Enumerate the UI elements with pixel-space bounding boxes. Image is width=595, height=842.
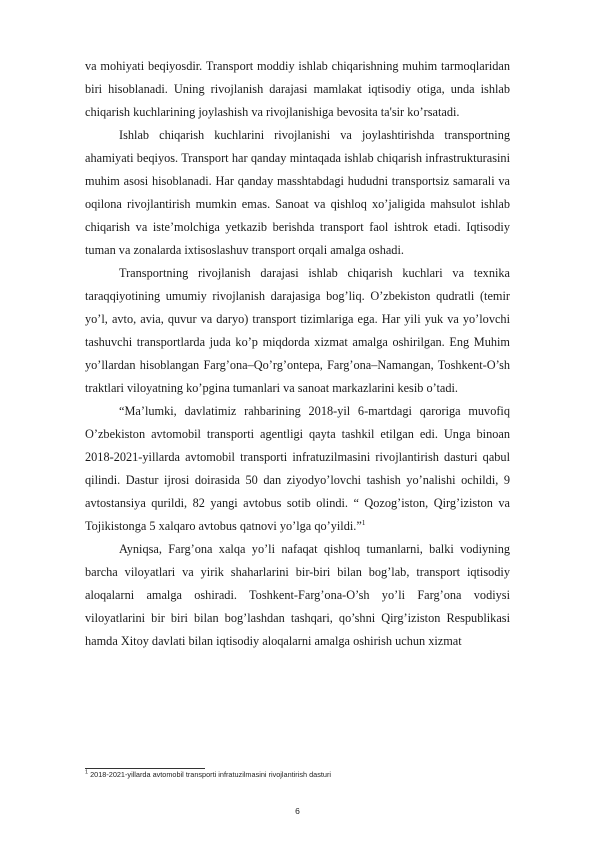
paragraph-3: Transportning rivojlanish darajasi ishlab chiqarish kuchlari va texnika taraqqiyotining umumiy rivojlanish darajasiga bog’liq. O’zbekiston qudratli (temir yo’l, avto, avia, quvur va daryo) transport tizimlariga ega. Har yili yuk va yo’lovchi tashuvchi transportlarda juda ko’p miqdorda xizmat amalga oshirilgan. Eng Muhim yo’llardan hisoblangan Farg’ona–Qo’rg’ontepa, Farg’ona–Namangan, Toshkent-O’sh traktlari viloyatning ko’pgina tumanlari va sanoat markazlarini kesib o’tadi.	[85, 266, 510, 395]
footnote-reference[interactable]: 1	[361, 517, 366, 527]
page-number: 6	[295, 806, 300, 816]
paragraph-1: va mohiyati beqiyosdir. Transport moddiy ishlab chiqarishning muhim tarmoqlaridan biri hisoblanadi. Uning rivojlanish darajasi mamlakat iqtisodiy otiga, unda ishlab chiqarish kuchlarining joylashish va rivojlanishiga bevosita ta'sir ko’rsatadi.	[85, 59, 510, 119]
footnote-marker: 1	[85, 769, 89, 776]
document-body	[85, 55, 510, 653]
paragraph-4	[85, 400, 510, 538]
footnote-separator	[85, 768, 205, 769]
paragraph-4-text: “Ma’lumki, davlatimiz rahbarining 2018-yil 6-martdagi qaroriga muvofiq O’zbekiston avtomobil transporti agentligi qayta tashkil etilgan edi. Unga binoan 2018-2021-yillarda avtomobil transporti infratuzilmasini rivojlantirish dasturi qabul qilindi. Dastur ijrosi doirasida 50 dan ziyodyo’lovchi tashish yo’nalishi ochildi, 9 avtostansiya qurildi, 82 yangi avtobus sotib olindi. “ Qozog’iston, Qirg’iziston va Tojikistonga 5 xalqaro avtobus qatnovi yo’lga qo’yildi.”	[85, 404, 510, 533]
footnote	[85, 770, 510, 780]
paragraph-5: Ayniqsa, Farg’ona xalqa yo’li nafaqat qishloq tumanlarni, balki vodiyning barcha viloyatlari va yirik shaharlarini bir-biri bilan bog’lab, transport iqtisodiy aloqalarni amalga oshiradi. Toshkent-Farg’ona-O’sh yo’li Farg’ona vodiysi viloyatlarini bir biri bilan bog’lashdan tashqari, qo’shni Qirg’iziston Respublikasi hamda Xitoy davlati bilan iqtisodiy aloqalarni amalga oshirish uchun xizmat	[85, 542, 510, 648]
paragraph-2: Ishlab chiqarish kuchlarini rivojlanishi va joylashtirishda transportning ahamiyati beqiyos. Transport har qanday mintaqada ishlab chiqarish infrastrukturasini muhim asosi hisoblanadi. Har qanday masshtabdagi hududni transportsiz samarali va oqilona rivojlantirish mumkin emas. Sanoat va qishloq xo’jaligida mahsulot ishlab chiqarish va iste’molchiga yetkazib berishda transport faol ishtrok etadi. Iqtisodiy tuman va zonalarda ixtisoslashuv transport orqali amalga oshadi.	[85, 128, 510, 257]
footnote-text: 2018-2021-yillarda avtomobil transporti infratuzilmasini rivojlantirish dasturi	[90, 770, 331, 779]
